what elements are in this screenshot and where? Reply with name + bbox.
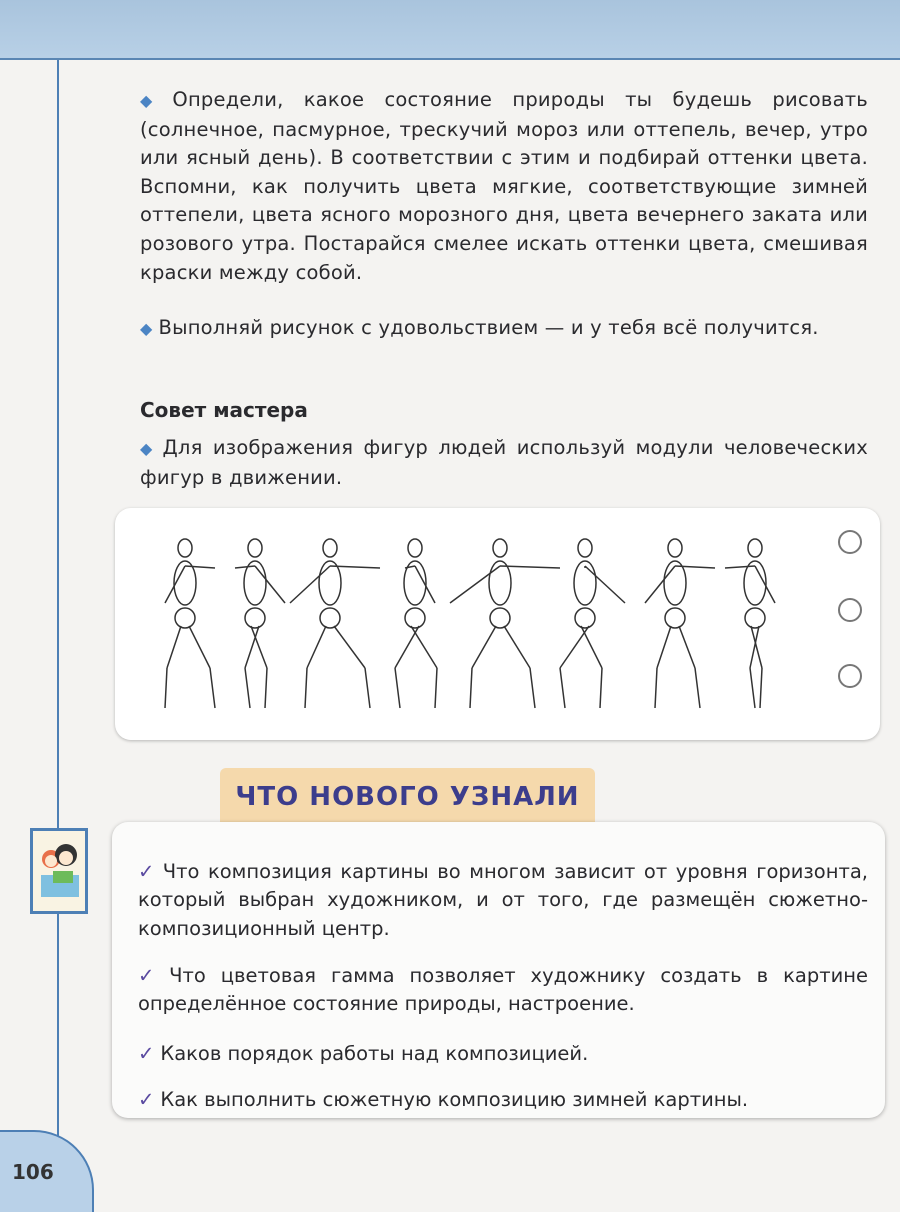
reading-children-icon xyxy=(30,828,88,914)
human-figure-sketch xyxy=(235,539,285,708)
top-band xyxy=(0,0,900,60)
learned-item: ✓ Как выполнить сюжетную композицию зимней картины. xyxy=(138,1088,749,1111)
binder-ring-icon xyxy=(838,530,862,554)
intro-paragraph: ◆ Выполняй рисунок с удовольствием — и у тебя всё получится. xyxy=(140,316,819,339)
master-tip-heading: Совет мастера xyxy=(140,398,308,422)
human-figure-sketch xyxy=(645,539,715,708)
human-figure-sketch xyxy=(560,539,625,708)
diamond-bullet-icon: ◆ xyxy=(140,91,167,110)
learned-item: ✓ Что композиция картины во многом зависит от уровня горизонта, который выбран художником, и от того, где размещён сюжетно-композиционный центр. xyxy=(138,860,868,940)
checkmark-icon: ✓ xyxy=(138,1088,155,1111)
figure-modules-drawing xyxy=(115,508,880,740)
checkmark-icon: ✓ xyxy=(138,860,157,883)
binder-ring-icon xyxy=(838,598,862,622)
page-number: 106 xyxy=(12,1160,54,1184)
what-learned-title: ЧТО НОВОГО УЗНАЛИ xyxy=(235,782,580,812)
margin-line xyxy=(57,60,59,1140)
checkmark-icon: ✓ xyxy=(138,964,164,987)
what-learned-tab xyxy=(220,768,595,828)
human-figure-sketch xyxy=(395,539,437,708)
learned-item: ✓ Что цветовая гамма позволяет художнику создать в картине определённое состояние природы, настроение. xyxy=(138,964,869,1016)
intro-paragraph: ◆ Определи, какое состояние природы ты будешь рисовать (солнечное, пасмурное, трескучий мороз или оттепель, вечер, утро или ясный день). В соответствии с этим и подбирай оттенки цвета. Вспомни, как получить цвета мягкие, соответствующие зимней оттепели, цвета ясного морозного дня, цвета вечернего заката или розового утра. Постарайся смелее искать оттенки цвета, смешивая краски между собой. xyxy=(140,88,868,284)
human-figure-sketch xyxy=(290,539,380,708)
diamond-bullet-icon: ◆ xyxy=(140,319,153,338)
learned-item: ✓ Каков порядок работы над композицией. xyxy=(138,1042,589,1065)
diamond-bullet-icon: ◆ xyxy=(140,439,157,458)
human-figure-sketch xyxy=(450,539,560,708)
human-figures-illustration xyxy=(115,508,880,740)
what-learned-box xyxy=(112,822,885,1118)
master-tip-text: ◆ Для изображения фигур людей используй модули человеческих фигур в движении. xyxy=(140,436,868,489)
human-figure-sketch xyxy=(165,539,215,708)
binder-ring-icon xyxy=(838,664,862,688)
checkmark-icon: ✓ xyxy=(138,1042,155,1065)
human-figure-sketch xyxy=(725,539,775,708)
